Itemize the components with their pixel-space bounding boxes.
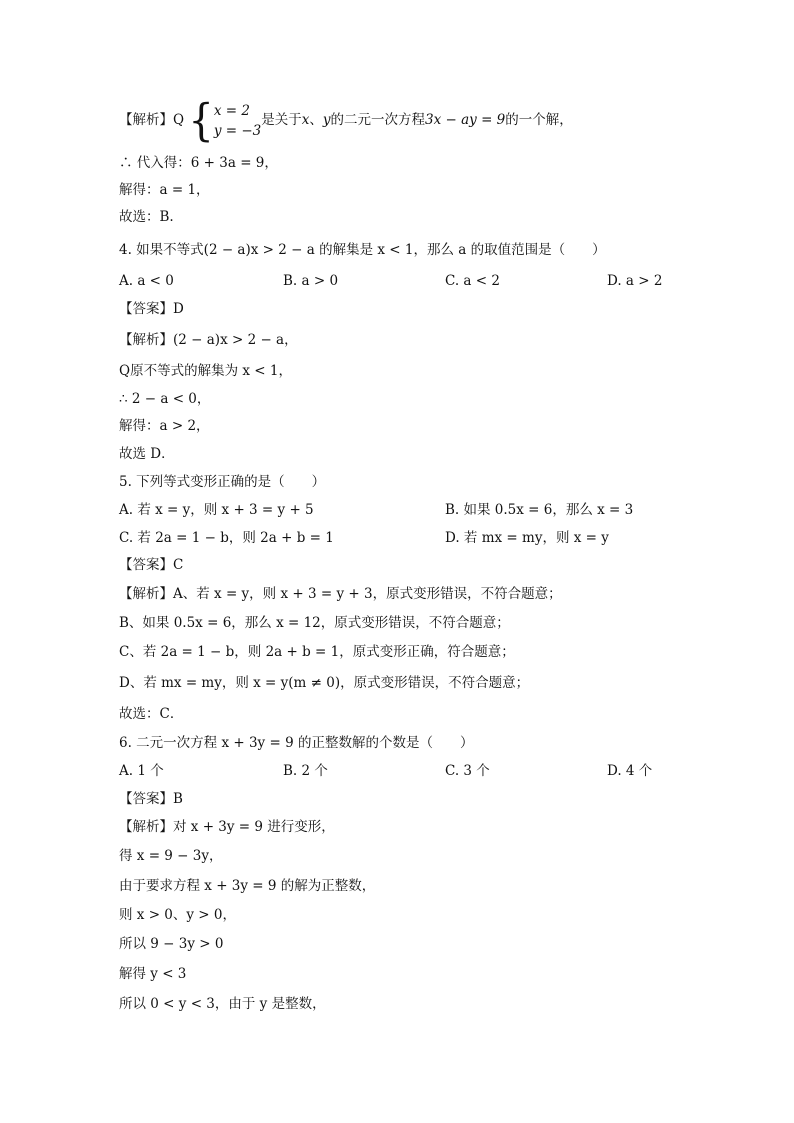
solution-line-3: 解得：a = 1， [119, 182, 210, 198]
question-5-stem: 5. 下列等式变形正确的是（ ） [119, 474, 326, 490]
question-6-stem: 6. 二元一次方程 x + 3y = 9 的正整数解的个数是（ ） [119, 735, 474, 751]
question-5-solution-3: C、若 2a = 1 − b，则 2a + b = 1，原式变形正确，符合题意； [119, 644, 515, 660]
question-6-solution-3: 由于要求方程 x + 3y = 9 的解为正整数， [119, 878, 376, 894]
solution-line-2: ∴ 代入得：6 + 3a = 9， [119, 155, 278, 171]
var-y: y [322, 112, 331, 128]
solution-line-4: 故选：B. [119, 209, 174, 225]
question-4-option-a: A. a < 0 [119, 273, 174, 289]
question-5-solution-4: D、若 mx = my，则 x = y(m ≠ 0)，原式变形错误，不符合题意； [119, 675, 530, 691]
question-4-option-c: C. a < 2 [445, 273, 500, 289]
solution-tag: 【解析】 [119, 112, 173, 128]
question-4-solution-3: ∴ 2 − a < 0， [119, 391, 211, 407]
question-5-solution-5: 故选：C． [119, 706, 184, 722]
left-brace-icon: { [188, 95, 214, 147]
question-6-solution-7: 所以 0 < y < 3，由于 y 是整数， [119, 996, 326, 1012]
equation-system [188, 95, 262, 147]
text-equation-desc: 的二元一次方程 [330, 112, 426, 128]
question-4-option-d: D. a > 2 [607, 273, 663, 289]
question-6-option-d: D. 4 个 [607, 763, 653, 779]
question-6-solution-2: 得 x = 9 − 3y， [119, 848, 223, 864]
question-4-solution-4: 解得：a > 2， [119, 418, 210, 434]
because-symbol: Q [173, 112, 185, 128]
system-eq-2: y = −3 [213, 122, 262, 139]
question-4-solution-2: Q原不等式的解集为 x < 1， [119, 363, 292, 379]
question-4-option-b: B. a > 0 [283, 273, 339, 289]
question-4-solution-5: 故选 D． [119, 446, 175, 462]
question-6-answer: 【答案】B [119, 791, 183, 807]
var-x: x [301, 112, 310, 128]
separator: 、 [309, 112, 323, 128]
question-5-option-a: A. 若 x = y，则 x + 3 = y + 5 [119, 502, 314, 518]
question-5-answer: 【答案】C [119, 557, 184, 573]
system-eq-1: x = 2 [213, 102, 250, 119]
main-equation: 3x − ay = 9 [425, 112, 506, 128]
text-about: 是关于 [261, 112, 302, 128]
question-5-solution-2: B、如果 0.5x = 6，那么 x = 12，原式变形错误，不符合题意； [119, 615, 510, 631]
question-4-solution-1: 【解析】(2 − a)x > 2 − a， [119, 332, 298, 348]
question-6-option-a: A. 1 个 [119, 763, 164, 779]
question-6-solution-6: 解得 y < 3 [119, 966, 187, 982]
solution-line-1 [119, 95, 573, 147]
text-solution: 的一个解， [505, 112, 573, 128]
question-4-answer: 【答案】D [119, 301, 184, 317]
question-5-option-b: B. 如果 0.5x = 6，那么 x = 3 [445, 502, 634, 518]
question-6-solution-5: 所以 9 − 3y > 0 [119, 936, 224, 952]
question-5-option-d: D. 若 mx = my，则 x = y [445, 530, 609, 546]
question-6-option-c: C. 3 个 [445, 763, 490, 779]
question-5-solution-1: 【解析】A、若 x = y，则 x + 3 = y + 3，原式变形错误，不符合题意； [119, 586, 562, 602]
question-6-solution-1: 【解析】对 x + 3y = 9 进行变形， [119, 819, 335, 835]
question-4-stem: 4. 如果不等式(2 − a)x > 2 − a 的解集是 x < 1，那么 a 的取值范围是（ ） [119, 242, 606, 258]
question-6-solution-4: 则 x > 0、y > 0， [119, 907, 236, 923]
question-5-option-c: C. 若 2a = 1 − b，则 2a + b = 1 [119, 530, 334, 546]
question-6-option-b: B. 2 个 [283, 763, 328, 779]
